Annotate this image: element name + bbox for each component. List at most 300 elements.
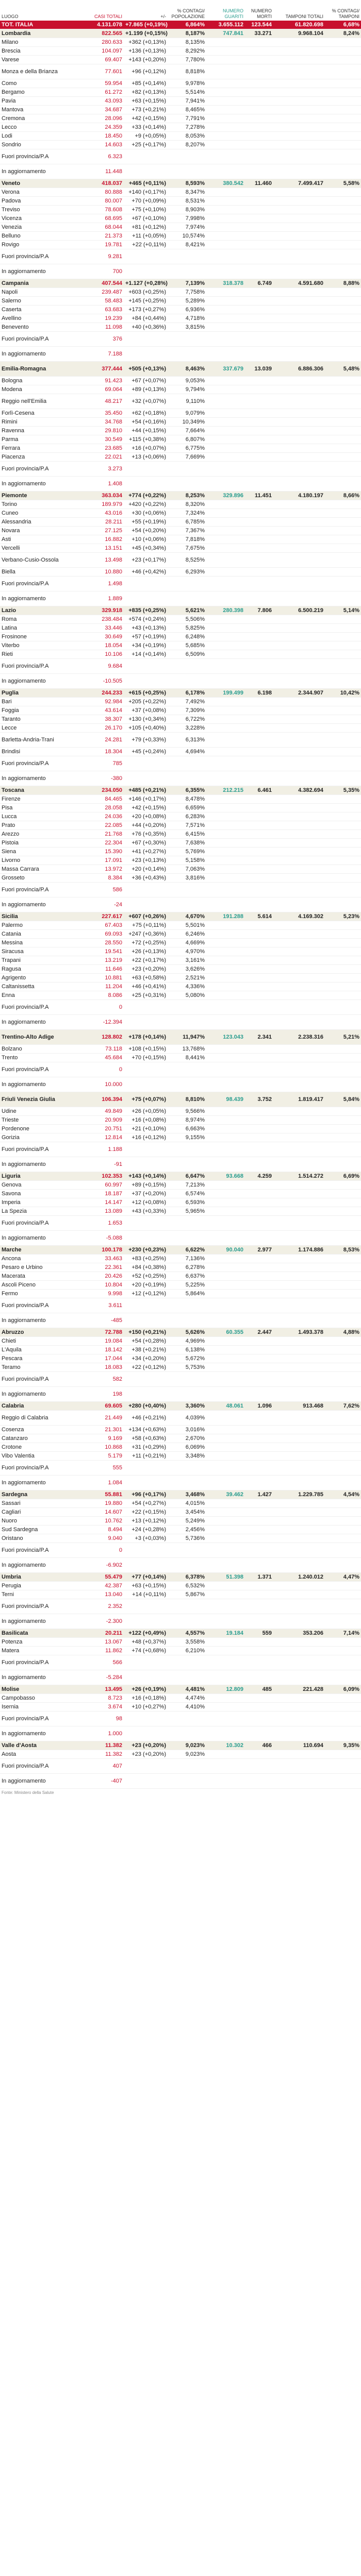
daily-change: +82 (+0,13%) [124,88,168,97]
cases-per-population [168,149,206,164]
deaths [245,47,273,56]
place-name: Potenza [0,1638,77,1647]
daily-change: +145 (+0,25%) [124,297,168,306]
header-morti: NUMERO MORTI [251,8,272,19]
province-row [0,874,361,883]
province-row [0,930,361,939]
cases-per-population: 3,161% [168,956,206,965]
deaths [245,1281,273,1290]
daily-change [124,883,168,897]
total-cases: 21.768 [77,830,124,839]
province-row [0,1476,361,1490]
daily-change: +13 (+0,06%) [124,453,168,462]
province-row [0,1290,361,1298]
cases-per-tests: 7,14% [325,1629,361,1638]
recovered [206,518,245,527]
deaths [245,544,273,553]
cases-per-population: 6,069% [168,1443,206,1452]
tests [273,1125,325,1133]
total-cases: 43.016 [77,509,124,518]
cases-per-tests [325,1125,361,1133]
deaths [245,1272,273,1281]
province-row [0,1534,361,1543]
total-cases: 280.633 [77,38,124,47]
region-row [0,1246,361,1255]
total-cases: 13.151 [77,544,124,553]
tests [273,641,325,650]
tests [273,1582,325,1590]
daily-change: +37 (+0,08%) [124,706,168,715]
province-row [0,991,361,1000]
daily-change: +42 (+0,15%) [124,804,168,812]
place-name: TOT. ITALIA [0,21,77,29]
tests [273,123,325,132]
tests [273,1346,325,1354]
cases-per-tests [325,288,361,297]
recovered [206,1181,245,1190]
tests [273,332,325,347]
tests: 353.206 [273,1629,325,1638]
cases-per-tests [325,1231,361,1246]
daily-change: +81 (+0,12%) [124,223,168,232]
cases-per-population: 5,769% [168,848,206,856]
daily-change [124,1372,168,1387]
total-cases: 10.881 [77,974,124,982]
total-cases: 1.498 [77,577,124,591]
tests [273,477,325,492]
tests [273,188,325,197]
province-row [0,88,361,97]
recovered: 318.378 [206,279,245,288]
deaths [245,930,273,939]
recovered [206,947,245,956]
province-row [0,306,361,314]
recovered [206,1198,245,1207]
total-cases: 60.997 [77,1181,124,1190]
place-name: Monza e della Brianza [0,64,77,79]
deaths [245,1387,273,1402]
province-row [0,500,361,509]
cases-per-population: 7,818% [168,535,206,544]
deaths [245,241,273,249]
daily-change: +574 (+0,24%) [124,615,168,624]
tests: 1.493.378 [273,1328,325,1337]
total-cases: 363.034 [77,492,124,500]
cases-per-tests [325,453,361,462]
cases-per-population: 9,794% [168,385,206,394]
recovered [206,1290,245,1298]
place-name: Latina [0,624,77,633]
total-cases: 14.603 [77,141,124,149]
cases-per-population [168,164,206,179]
place-name: Como [0,79,77,88]
recovered [206,214,245,223]
recovered [206,1157,245,1172]
daily-change [124,756,168,771]
deaths [245,141,273,149]
cases-per-population: 3,558% [168,1638,206,1647]
recovered [206,1534,245,1543]
province-row [0,164,361,179]
tests [273,1590,325,1599]
tests [273,297,325,306]
place-name: Mantova [0,106,77,114]
tests [273,1508,325,1517]
daily-change: +96 (+0,17%) [124,1490,168,1499]
place-name: Perugia [0,1582,77,1590]
cases-per-tests: 6,68% [325,21,361,29]
deaths [245,830,273,839]
tests [273,1534,325,1543]
place-name: In aggiornamento [0,1015,77,1030]
total-cases: 77.601 [77,64,124,79]
cases-per-tests [325,883,361,897]
daily-change: +134 (+0,63%) [124,1426,168,1434]
total-cases: 18.142 [77,1346,124,1354]
tests [273,509,325,518]
daily-change: +143 (+0,14%) [124,1172,168,1181]
place-name: Siracusa [0,947,77,956]
tests [273,795,325,804]
recovered [206,812,245,821]
cases-per-tests: 8,53% [325,1246,361,1255]
cases-per-tests: 8,24% [325,29,361,38]
deaths [245,659,273,674]
deaths: 6.198 [245,689,273,698]
total-cases: 67.403 [77,921,124,930]
province-row [0,883,361,897]
cases-per-tests [325,748,361,756]
deaths [245,535,273,544]
tests [273,1045,325,1054]
tests [273,149,325,164]
cases-per-tests [325,874,361,883]
tests [273,347,325,362]
province-row [0,249,361,264]
cases-per-population [168,1599,206,1614]
recovered [206,883,245,897]
daily-change [124,659,168,674]
cases-per-tests [325,812,361,821]
cases-per-tests [325,1133,361,1142]
recovered [206,64,245,79]
province-row [0,633,361,641]
cases-per-tests [325,553,361,568]
tests [273,214,325,223]
cases-per-tests [325,1107,361,1116]
total-cases: 11.382 [77,1750,124,1759]
total-cases: 78.608 [77,206,124,214]
tests [273,435,325,444]
recovered [206,1337,245,1346]
recovered [206,1354,245,1363]
tests: 1.174.886 [273,1246,325,1255]
tests: 1.514.272 [273,1172,325,1181]
total-cases: 34.687 [77,106,124,114]
cases-per-population: 9,053% [168,377,206,385]
cases-per-population: 6,807% [168,435,206,444]
cases-per-tests [325,921,361,930]
header-pct-pop: % CONTAGI/ POPOLAZIONE [171,8,205,19]
deaths [245,1190,273,1198]
province-row [0,97,361,106]
daily-change: +54 (+0,20%) [124,527,168,535]
tests: 2.344.907 [273,689,325,698]
place-name: Matera [0,1647,77,1655]
recovered [206,500,245,509]
cases-per-tests [325,264,361,279]
total-cases: 238.484 [77,615,124,624]
cases-per-population: 7,780% [168,56,206,64]
deaths [245,1726,273,1741]
cases-per-population [168,771,206,786]
recovered [206,965,245,974]
tests [273,633,325,641]
daily-change: +23 (+0,13%) [124,856,168,865]
daily-change: +38 (+0,21%) [124,1346,168,1354]
daily-change [124,149,168,164]
total-cases: 4.131.078 [77,21,124,29]
recovered: 212.215 [206,786,245,795]
recovered [206,188,245,197]
cases-per-tests [325,698,361,706]
cases-per-population: 4,694% [168,748,206,756]
total-cases: 582 [77,1372,124,1387]
province-row [0,544,361,553]
total-cases: 418.037 [77,179,124,188]
total-cases: 13.089 [77,1207,124,1216]
place-name: Sondrio [0,141,77,149]
deaths [245,1759,273,1774]
cases-per-tests [325,141,361,149]
total-cases: 19.084 [77,1337,124,1346]
cases-per-tests [325,418,361,427]
province-row [0,149,361,164]
deaths [245,897,273,912]
daily-change [124,1599,168,1614]
recovered [206,956,245,965]
cases-per-population: 6,293% [168,568,206,577]
cases-per-tests [325,633,361,641]
cases-per-population: 4,410% [168,1703,206,1711]
daily-change [124,577,168,591]
daily-change: +79 (+0,33%) [124,733,168,748]
tests [273,1372,325,1387]
daily-change: +24 (+0,28%) [124,1526,168,1534]
daily-change: +73 (+0,21%) [124,106,168,114]
province-row [0,1198,361,1207]
recovered [206,241,245,249]
total-cases: 9.998 [77,1290,124,1298]
deaths: 485 [245,1685,273,1694]
cases-per-population: 10,349% [168,418,206,427]
cases-per-tests [325,509,361,518]
deaths [245,1354,273,1363]
daily-change: +58 (+0,63%) [124,1434,168,1443]
total-cases: 15.390 [77,848,124,856]
daily-change [124,1670,168,1685]
daily-change: +43 (+0,33%) [124,1207,168,1216]
daily-change [124,249,168,264]
province-row [0,1711,361,1726]
province-row [0,1157,361,1172]
daily-change [124,1313,168,1328]
province-row [0,1703,361,1711]
place-name: Viterbo [0,641,77,650]
province-row [0,435,361,444]
recovered [206,141,245,149]
cases-per-population: 4,015% [168,1499,206,1508]
cases-per-tests [325,1443,361,1452]
tests [273,756,325,771]
cases-per-tests [325,1411,361,1426]
cases-per-population: 6,864% [168,21,206,29]
deaths [245,1443,273,1452]
total-cases: 13.219 [77,956,124,965]
cases-per-population: 4,336% [168,982,206,991]
cases-per-population: 9,566% [168,1107,206,1116]
total-cases: 49.849 [77,1107,124,1116]
cases-per-tests [325,1711,361,1726]
tests [273,1476,325,1490]
province-row [0,1411,361,1426]
cases-per-population [168,1015,206,1030]
cases-per-population: 8,347% [168,188,206,197]
daily-change: +75 (+0,10%) [124,206,168,214]
tests [273,453,325,462]
daily-change: +105 (+0,40%) [124,724,168,733]
place-name: Ferrara [0,444,77,453]
cases-per-tests [325,149,361,164]
cases-per-tests [325,435,361,444]
tests [273,856,325,865]
deaths: 6.749 [245,279,273,288]
daily-change: +85 (+0,14%) [124,79,168,88]
recovered [206,733,245,748]
deaths [245,264,273,279]
region-row [0,1573,361,1582]
tests: 1.819.417 [273,1092,325,1107]
place-name: In aggiornamento [0,1726,77,1741]
cases-per-tests [325,1452,361,1461]
recovered [206,1411,245,1426]
daily-change: +143 (+0,20%) [124,56,168,64]
daily-change: +26 (+0,19%) [124,1685,168,1694]
total-cases: 19.541 [77,947,124,956]
cases-per-population: 7,664% [168,427,206,435]
tests [273,1443,325,1452]
recovered [206,477,245,492]
total-cases: 21.373 [77,232,124,241]
cases-per-tests [325,1372,361,1387]
tests: 1.229.785 [273,1490,325,1499]
province-row [0,1142,361,1157]
tests [273,527,325,535]
tests [273,1133,325,1142]
recovered: 90.040 [206,1246,245,1255]
total-cases: 20.751 [77,1125,124,1133]
total-cases: 19.239 [77,314,124,323]
place-name: Barletta-Andria-Trani [0,733,77,748]
total-cases: 69.093 [77,930,124,939]
total-cases: 11.646 [77,965,124,974]
total-cases: 28.211 [77,518,124,527]
deaths [245,1181,273,1190]
tests [273,288,325,297]
cases-per-tests [325,1346,361,1354]
region-row [0,912,361,921]
cases-per-population: 7,136% [168,1255,206,1263]
place-name: Fuori provincia/P.A [0,149,77,164]
tests [273,733,325,748]
province-row [0,804,361,812]
cases-per-tests [325,1142,361,1157]
recovered [206,453,245,462]
total-cases: 8.723 [77,1694,124,1703]
cases-per-tests [325,1000,361,1015]
cases-per-tests [325,114,361,123]
place-name: Teramo [0,1363,77,1372]
cases-per-tests: 5,48% [325,362,361,377]
recovered [206,1655,245,1670]
cases-per-population: 5,621% [168,606,206,615]
province-row [0,1298,361,1313]
daily-change: +146 (+0,17%) [124,795,168,804]
recovered: 39.462 [206,1490,245,1499]
province-row [0,1526,361,1534]
cases-per-tests: 4,88% [325,1328,361,1337]
cases-per-tests: 7,62% [325,1402,361,1411]
daily-change: +89 (+0,13%) [124,385,168,394]
total-cases: 100.178 [77,1246,124,1255]
tests: 2.238.316 [273,1030,325,1045]
place-name: Livorno [0,856,77,865]
cases-per-tests: 5,14% [325,606,361,615]
deaths [245,1107,273,1116]
total-cases: 20.211 [77,1629,124,1638]
recovered [206,897,245,912]
province-row [0,47,361,56]
recovered [206,1590,245,1599]
place-name: Molise [0,1685,77,1694]
cases-per-population: 3,468% [168,1490,206,1499]
tests [273,839,325,848]
cases-per-tests [325,518,361,527]
tests [273,56,325,64]
cases-per-tests [325,332,361,347]
total-cases: 17.091 [77,856,124,865]
place-name: Lecco [0,123,77,132]
place-name: Fuori provincia/P.A [0,249,77,264]
total-cases: 555 [77,1461,124,1476]
deaths [245,1411,273,1426]
place-name: Sardegna [0,1490,77,1499]
province-row [0,974,361,982]
tests [273,1387,325,1402]
total-cases: 13.972 [77,865,124,874]
tests [273,804,325,812]
cases-per-tests [325,88,361,97]
daily-change: +75 (+0,11%) [124,921,168,930]
deaths [245,123,273,132]
recovered: 98.439 [206,1092,245,1107]
cases-per-population: 3,815% [168,323,206,332]
total-cases: -24 [77,897,124,912]
deaths [245,1372,273,1387]
cases-per-tests [325,1313,361,1328]
tests [273,674,325,689]
daily-change: +122 (+0,49%) [124,1629,168,1638]
